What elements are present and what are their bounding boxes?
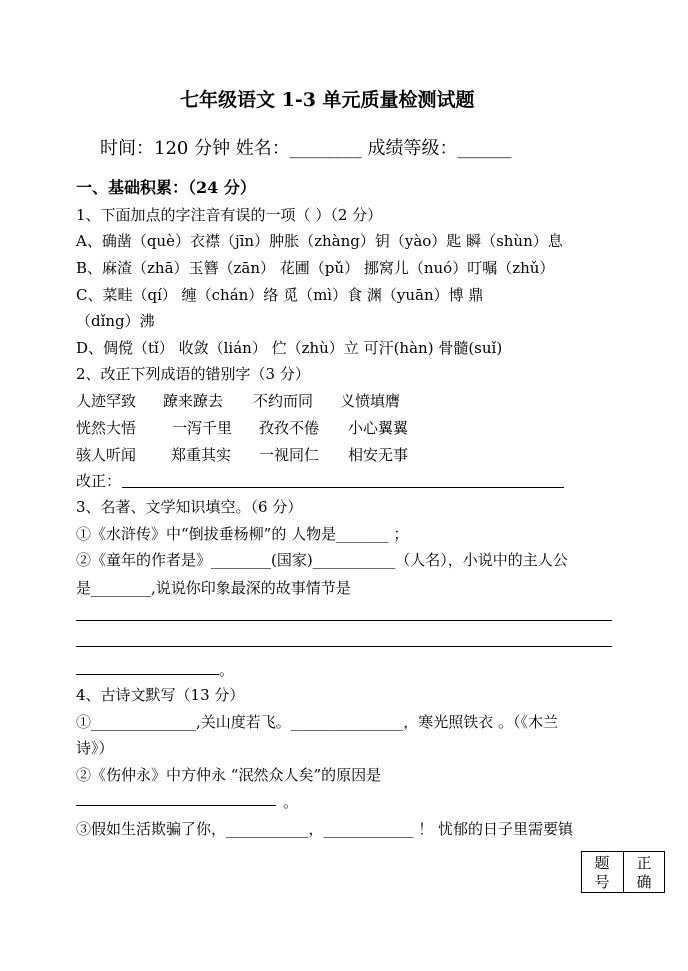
score-table xyxy=(581,851,665,893)
q3-end-period: 。 xyxy=(219,661,235,679)
q1-option-d: D、倜傥（tǐ） 收敛（lián） 伫（zhù）立 可汗(hàn) 骨髓(suǐ) xyxy=(76,339,503,357)
q1-option-c: C、菜畦（qí） 缠（chán）络 觅（mì）食 渊（yuān）博 鼎 xyxy=(76,286,484,304)
q3-line-2: ②《童年的作者是》________(国家)___________（人名），小说中的主人公 xyxy=(76,551,568,569)
q4-line-2: 诗》） xyxy=(76,739,114,757)
idiom: 郑重其实 xyxy=(171,446,232,464)
idiom: 义愤填膺 xyxy=(340,392,401,410)
q2-prompt: 2、改正下列成语的错别字（3 分） xyxy=(76,365,310,383)
q1-prompt: 1、下面加点的字注音有误的一项（ ）（2 分） xyxy=(76,206,383,224)
q3-line-3: 是________,说说你印象最深的故事情节是 xyxy=(76,579,351,597)
idiom: 蹽来蹽去 xyxy=(163,392,224,410)
idiom: 一视同仁 xyxy=(259,446,320,464)
q2-fix-label: 改正： xyxy=(76,472,122,490)
score-table-cell: 确 xyxy=(636,873,652,891)
idiom: 恍然大悟 xyxy=(76,419,137,437)
q3-answer-line[interactable] xyxy=(76,620,612,621)
q4-end-period: 。 xyxy=(283,793,299,811)
q1-option-c-cont: （dǐng）沸 xyxy=(76,312,155,330)
idiom: 小心翼翼 xyxy=(348,419,409,437)
q2-answer-line[interactable] xyxy=(122,487,564,488)
idiom: 骇人听闻 xyxy=(76,446,137,464)
idiom: 人迹罕致 xyxy=(76,392,137,410)
q3-answer-line[interactable] xyxy=(76,646,612,647)
score-table-cell: 正 xyxy=(636,854,652,872)
q1-option-b: B、麻渣（zhā）玉簪（zān） 花圃（pǔ） 挪窝儿（nuó）叮嘱（zhǔ） xyxy=(76,259,555,277)
idiom: 不约而同 xyxy=(253,392,314,410)
idiom: 相安无事 xyxy=(348,446,409,464)
q3-line-1: ①《水浒传》中“倒拔垂杨柳”的 人物是_______ ； xyxy=(76,525,409,543)
idiom: 孜孜不倦 xyxy=(259,419,320,437)
q4-line-3: ②《伤仲永》中方仲永 “泯然众人矣”的原因是 xyxy=(76,766,382,784)
exam-title: 七年级语文 1-3 单元质量检测试题 xyxy=(180,89,475,111)
q1-option-a: A、确凿（què）衣襟（jīn）肿胀（zhàng）钥（yào）匙 瞬（shùn）息 xyxy=(76,232,563,250)
q4-prompt: 4、古诗文默写（13 分） xyxy=(76,686,245,704)
section-1-heading: 一、基础积累：（24 分） xyxy=(76,178,256,197)
exam-info-line: 时间：120 分钟 姓名：________ 成绩等级：______ xyxy=(100,138,512,159)
score-table-cell: 题 xyxy=(594,854,610,872)
q3-prompt: 3、名著、文学知识填空。（6 分） xyxy=(76,498,303,516)
q4-answer-line[interactable] xyxy=(76,805,276,806)
q4-line-5: ③假如生活欺骗了你，___________，____________ ！ 忧郁的日子里需要镇 xyxy=(76,820,574,838)
score-table-cell: 号 xyxy=(594,873,610,891)
idiom: 一泻千里 xyxy=(172,419,233,437)
q4-line-1: ①______________,关山度若飞。_______________，寒光照铁衣 。（《木兰 xyxy=(76,713,559,731)
q3-answer-line[interactable] xyxy=(76,674,219,675)
